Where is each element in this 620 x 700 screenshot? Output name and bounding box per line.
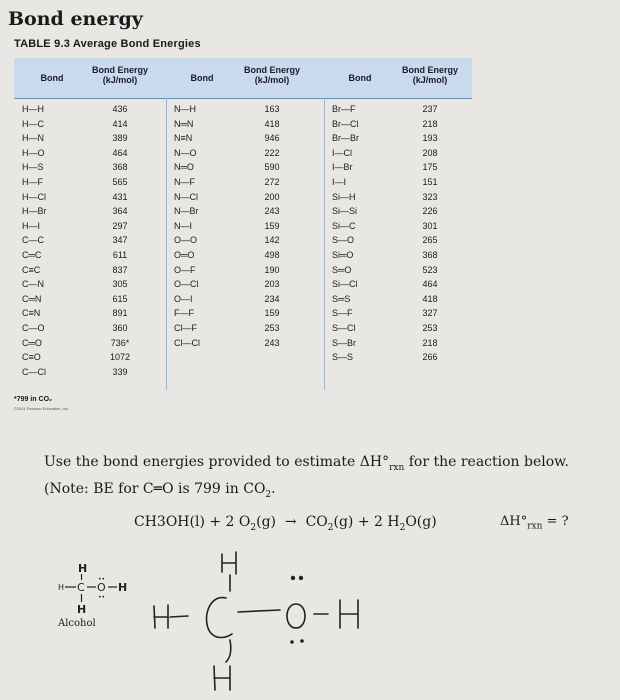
bond-cell: O—I xyxy=(174,293,193,304)
energy-cell: 611 xyxy=(112,250,128,260)
energy-cell: 163 xyxy=(264,104,280,114)
bond-cell: H—I xyxy=(22,220,40,231)
header-energy-line2: (kJ/mol) xyxy=(412,75,448,85)
column-divider xyxy=(324,98,325,390)
handwritten-structure xyxy=(150,548,410,698)
atom-h-top: H xyxy=(78,562,88,575)
header-bond-energy xyxy=(390,65,470,85)
bond-cell: H—F xyxy=(22,177,43,187)
energy-cell: 590 xyxy=(264,162,280,173)
energy-cell: 323 xyxy=(422,191,438,202)
energy-cell: 218 xyxy=(422,118,438,129)
bond-cell: C═N xyxy=(22,293,42,304)
energy-cell: 208 xyxy=(422,147,438,158)
energy-cell: 203 xyxy=(264,279,280,290)
hw-c xyxy=(207,598,232,638)
energy-cell: 436 xyxy=(112,104,128,114)
bond-cell: S—S xyxy=(332,352,354,363)
energy-cell: 431 xyxy=(112,191,128,202)
bond-cell: C—O xyxy=(22,323,45,333)
page-title: Bond energy xyxy=(8,8,143,30)
lone-pair-bottom-small: •• xyxy=(98,594,106,601)
energy-cell: 226 xyxy=(422,206,438,217)
product-1: CO xyxy=(305,514,328,530)
atom-h-left: H xyxy=(58,583,65,592)
atom-c: C xyxy=(77,581,85,594)
bond-cell: H—S xyxy=(22,162,44,173)
energy-cell: 159 xyxy=(264,220,280,231)
dh-prefix: ΔH° xyxy=(500,514,528,529)
energy-cell: 218 xyxy=(422,337,438,348)
energy-cell: 234 xyxy=(264,293,280,304)
table-caption: Average Bond Energies xyxy=(72,38,201,50)
bond-cell: S—F xyxy=(332,308,353,319)
energy-cell: 946 xyxy=(264,133,280,144)
header-bond-energy xyxy=(230,65,314,85)
bond-cell: S═S xyxy=(332,293,351,304)
energy-cell: 736* xyxy=(110,337,130,348)
bond-cell: N—Br xyxy=(174,206,199,217)
header-energy-line2: (kJ/mol) xyxy=(254,75,290,85)
atom-o: O xyxy=(97,581,106,594)
bond-energy-table xyxy=(14,58,472,390)
bond-cell: H—C xyxy=(22,118,44,129)
energy-cell: 175 xyxy=(422,162,438,173)
energy-cell: 360 xyxy=(112,323,128,333)
atom-h-bottom: H xyxy=(77,603,87,616)
table-header-rule xyxy=(14,98,472,99)
bond-cell: Br—Br xyxy=(332,133,359,144)
bond-cell: Cl—Cl xyxy=(174,337,200,348)
energy-cell: 368 xyxy=(422,250,438,260)
table-label: TABLE xyxy=(14,38,51,50)
question-part2: for the reaction below. (Note: BE for C═O is 799 in CO xyxy=(44,454,569,497)
bond-cell: H—N xyxy=(22,133,44,144)
bond-cell: O—Cl xyxy=(174,279,199,290)
energy-cell: 368 xyxy=(112,162,128,173)
hw-bond-down xyxy=(226,640,231,662)
bond-cell: N≡N xyxy=(174,133,193,144)
lone-pair-top-small: •• xyxy=(98,576,106,583)
bond-cell: I—Br xyxy=(332,162,353,173)
energy-cell: 253 xyxy=(264,323,280,333)
bond-cell: S—O xyxy=(332,235,355,246)
column-divider xyxy=(166,98,167,390)
bond-cell: Br—Cl xyxy=(332,118,359,129)
energy-cell: 565 xyxy=(112,177,128,187)
energy-cell: 266 xyxy=(422,352,438,363)
table-footnote: *799 in CO₂ xyxy=(14,396,53,403)
question-part1: Use the bond energies provided to estimate ΔH° xyxy=(44,454,390,470)
hw-bond-left xyxy=(170,616,188,617)
energy-cell: 498 xyxy=(264,250,280,260)
bond-cell: Br—F xyxy=(332,104,356,114)
bond-cell: N—I xyxy=(174,220,192,231)
bond-cell: Si—Cl xyxy=(332,279,358,290)
bond-cell: N═O xyxy=(174,162,194,173)
hw-o xyxy=(287,604,305,628)
energy-cell: 190 xyxy=(264,264,280,275)
bond-cell: Si—Si xyxy=(332,206,358,217)
energy-cell: 615 xyxy=(112,293,128,304)
reactant-1-sub: 2 xyxy=(250,522,257,533)
energy-cell: 253 xyxy=(422,323,438,333)
bond-cell: H—Br xyxy=(22,206,47,217)
hw-h-top xyxy=(222,552,236,574)
bond-cell: O—F xyxy=(174,264,196,275)
bond-cell: N—Cl xyxy=(174,191,198,202)
energy-cell: 200 xyxy=(264,191,280,202)
energy-cell: 523 xyxy=(422,264,438,275)
energy-cell: 305 xyxy=(112,279,128,290)
reactant-1-phase: (g) xyxy=(256,514,277,530)
reaction-equation xyxy=(134,514,437,533)
energy-cell: 237 xyxy=(422,104,438,114)
hw-bond-right xyxy=(238,610,280,612)
question-text xyxy=(44,452,604,506)
atom-h-right: H xyxy=(118,581,128,594)
bond-cell: F—F xyxy=(174,308,194,319)
product-2-sub: 2 xyxy=(399,522,406,533)
bond-cell: S—Cl xyxy=(332,323,356,333)
energy-cell: 301 xyxy=(422,220,438,231)
energy-cell: 347 xyxy=(112,235,128,246)
bond-cell: C—C xyxy=(22,235,44,246)
table-number: 9.3 xyxy=(54,38,71,50)
bond-cell: N═N xyxy=(174,118,194,129)
hw-h-right xyxy=(340,600,358,628)
header-energy-line1: Bond Energy xyxy=(91,65,148,75)
header-bond: Bond xyxy=(190,73,214,83)
bond-cell: Si—H xyxy=(332,191,356,202)
energy-cell: 265 xyxy=(422,235,438,246)
bond-cell: C≡C xyxy=(22,264,41,275)
energy-cell: 414 xyxy=(112,118,128,129)
question-sub-rxn: rxn xyxy=(389,462,405,473)
header-bond: Bond xyxy=(348,73,372,83)
question-sub-2: 2 xyxy=(265,489,272,500)
question-part3: . xyxy=(271,480,276,497)
bond-cell: Si—C xyxy=(332,220,356,231)
bond-cell: Si═O xyxy=(332,250,354,260)
bond-cell: C≡N xyxy=(22,308,41,319)
dh-sub: rxn xyxy=(527,521,543,532)
bond-cell: H—Cl xyxy=(22,191,46,202)
bond-cell: O—O xyxy=(174,235,198,246)
energy-cell: 159 xyxy=(264,308,280,319)
bond-cell: Cl—F xyxy=(174,323,197,333)
energy-cell: 297 xyxy=(112,220,128,231)
dh-suffix: = ? xyxy=(542,514,569,529)
bond-cell: C—Cl xyxy=(22,366,46,377)
bond-cell: C≡O xyxy=(22,352,41,363)
header-energy-line1: Bond Energy xyxy=(401,65,458,75)
bond-cell: C═O xyxy=(22,337,42,348)
energy-cell: 1072 xyxy=(109,352,131,363)
energy-cell: 327 xyxy=(422,308,438,319)
energy-cell: 272 xyxy=(264,177,280,187)
table-title xyxy=(14,38,201,50)
energy-cell: 891 xyxy=(112,308,128,319)
product-1-sub: 2 xyxy=(327,522,334,533)
energy-cell: 837 xyxy=(112,264,128,275)
enthalpy-question xyxy=(500,514,569,532)
reaction-arrow: → xyxy=(284,514,297,530)
energy-cell: 193 xyxy=(422,133,438,144)
hw-h-bottom xyxy=(214,666,230,690)
energy-cell: 222 xyxy=(264,147,280,158)
energy-cell: 243 xyxy=(264,206,280,217)
energy-cell: 418 xyxy=(264,118,280,129)
energy-cell: 243 xyxy=(264,337,280,348)
header-energy-line2: (kJ/mol) xyxy=(102,75,138,85)
bond-cell: N—H xyxy=(174,104,196,114)
energy-cell: 464 xyxy=(422,279,438,290)
header-bond-energy xyxy=(84,65,156,85)
product-2-rest: O(g) xyxy=(405,514,437,530)
energy-cell: 418 xyxy=(422,293,438,304)
header-energy-line1: Bond Energy xyxy=(243,65,300,75)
bond-cell: I—I xyxy=(332,177,347,187)
hw-h-left xyxy=(154,605,168,628)
energy-cell: 364 xyxy=(112,206,128,217)
alcohol-label: Alcohol xyxy=(58,618,96,629)
bond-cell: N—F xyxy=(174,177,195,187)
bond-cell: O═O xyxy=(174,250,195,260)
bond-cell: C═C xyxy=(22,250,42,260)
bond-cell: N—O xyxy=(174,147,197,158)
energy-cell: 142 xyxy=(264,235,280,246)
bond-cell: C—N xyxy=(22,279,44,290)
energy-cell: 339 xyxy=(112,366,128,377)
printed-structure xyxy=(52,556,142,620)
energy-cell: 151 xyxy=(422,177,438,187)
reactant-1: CH3OH(l) + 2 O xyxy=(134,514,251,530)
bond-cell: H—H xyxy=(22,104,44,114)
product-1-rest: (g) + 2 H xyxy=(333,514,400,530)
publisher-credit: ©2011 Pearson Education, Inc. xyxy=(14,406,70,411)
bond-cell: H—O xyxy=(22,147,45,158)
energy-cell: 389 xyxy=(112,133,128,144)
bond-cell: I—Cl xyxy=(332,147,352,158)
bond-cell: S═O xyxy=(332,264,352,275)
energy-cell: 464 xyxy=(112,147,128,158)
pen-strokes xyxy=(154,552,358,690)
header-bond: Bond xyxy=(40,73,64,83)
bond-cell: S—Br xyxy=(332,337,357,348)
